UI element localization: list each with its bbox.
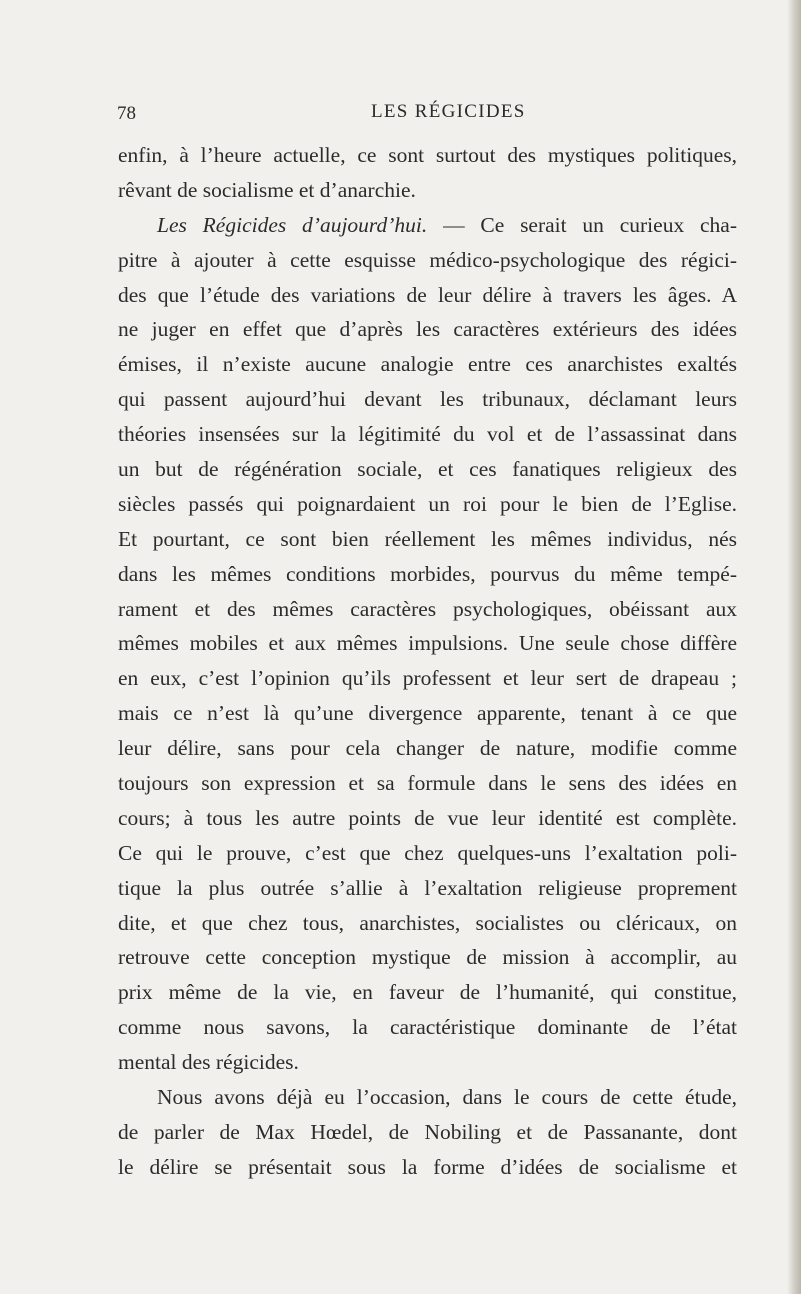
- text-line: ne juger en effet que d’après les caractères extérieurs des idées: [118, 317, 737, 342]
- text-line: Ce qui le prouve, c’est que chez quelques-uns l’exaltation poli-: [118, 840, 737, 865]
- page-edge-shadow: [787, 0, 801, 1294]
- text-line: émises, il n’existe aucune analogie entre ces anarchistes exaltés: [118, 352, 737, 377]
- text-line: un but de régénération sociale, et ces fanatiques religieux des: [118, 457, 737, 482]
- text-line: qui passent aujourd’hui devant les tribunaux, déclamant leurs: [118, 387, 737, 412]
- text-line: comme nous savons, la caractéristique dominante de l’état: [118, 1015, 737, 1040]
- text-line: pitre à ajouter à cette esquisse médico-psychologique des régici-: [118, 247, 737, 272]
- text-line: des que l’étude des variations de leur délire à travers les âges. A: [118, 282, 737, 307]
- text-line: dans les mêmes conditions morbides, pourvus du même tempé-: [118, 561, 737, 586]
- text-line: le délire se présentait sous la forme d’idées de socialisme et: [118, 1154, 737, 1179]
- text-fragment: — Ce serait un curieux cha-: [427, 212, 737, 237]
- text-line: prix même de la vie, en faveur de l’humanité, qui constitue,: [118, 980, 737, 1005]
- text-line: mental des régicides.: [118, 1050, 299, 1075]
- text-line: en eux, c’est l’opinion qu’ils professent et leur sert de drapeau ;: [118, 666, 737, 691]
- text-line: mêmes mobiles et aux mêmes impulsions. Une seule chose diffère: [118, 631, 737, 656]
- text-line: dite, et que chez tous, anarchistes, socialistes ou cléricaux, on: [118, 910, 737, 935]
- page-number: 78: [117, 103, 136, 124]
- page-header: [0, 99, 801, 129]
- text-line: leur délire, sans pour cela changer de nature, modifie comme: [118, 736, 737, 761]
- paragraph-heading-line: [118, 208, 737, 243]
- text-line: Et pourtant, ce sont bien réellement les mêmes individus, nés: [118, 526, 737, 551]
- text-line: théories insensées sur la légitimité du vol et de l’assassinat dans: [118, 422, 737, 447]
- text-line: rêvant de socialisme et d’anarchie.: [118, 177, 416, 202]
- text-line: de parler de Max Hœdel, de Nobiling et de Passanante, dont: [118, 1119, 737, 1144]
- body-text: [118, 138, 737, 1185]
- text-line: tique la plus outrée s’allie à l’exaltation religieuse proprement: [118, 875, 737, 900]
- text-line: cours; à tous les autre points de vue leur identité est complète.: [118, 805, 737, 830]
- text-line: enfin, à l’heure actuelle, ce sont surtout des mystiques politiques,: [118, 143, 737, 167]
- text-line: retrouve cette conception mystique de mission à accomplir, au: [118, 945, 737, 970]
- text-line: rament et des mêmes caractères psychologiques, obéissant aux: [118, 596, 737, 621]
- text-line: siècles passés qui poignardaient un roi pour le bien de l’Eglise.: [118, 491, 737, 516]
- section-heading: Les Régicides d’aujourd’hui.: [157, 212, 428, 237]
- text-line: Nous avons déjà eu l’occasion, dans le cours de cette étude,: [157, 1085, 737, 1110]
- running-head: LES RÉGICIDES: [371, 101, 526, 122]
- text-line: mais ce n’est là qu’une divergence apparente, tenant à ce que: [118, 701, 737, 726]
- text-line: toujours son expression et sa formule dans le sens des idées en: [118, 771, 737, 796]
